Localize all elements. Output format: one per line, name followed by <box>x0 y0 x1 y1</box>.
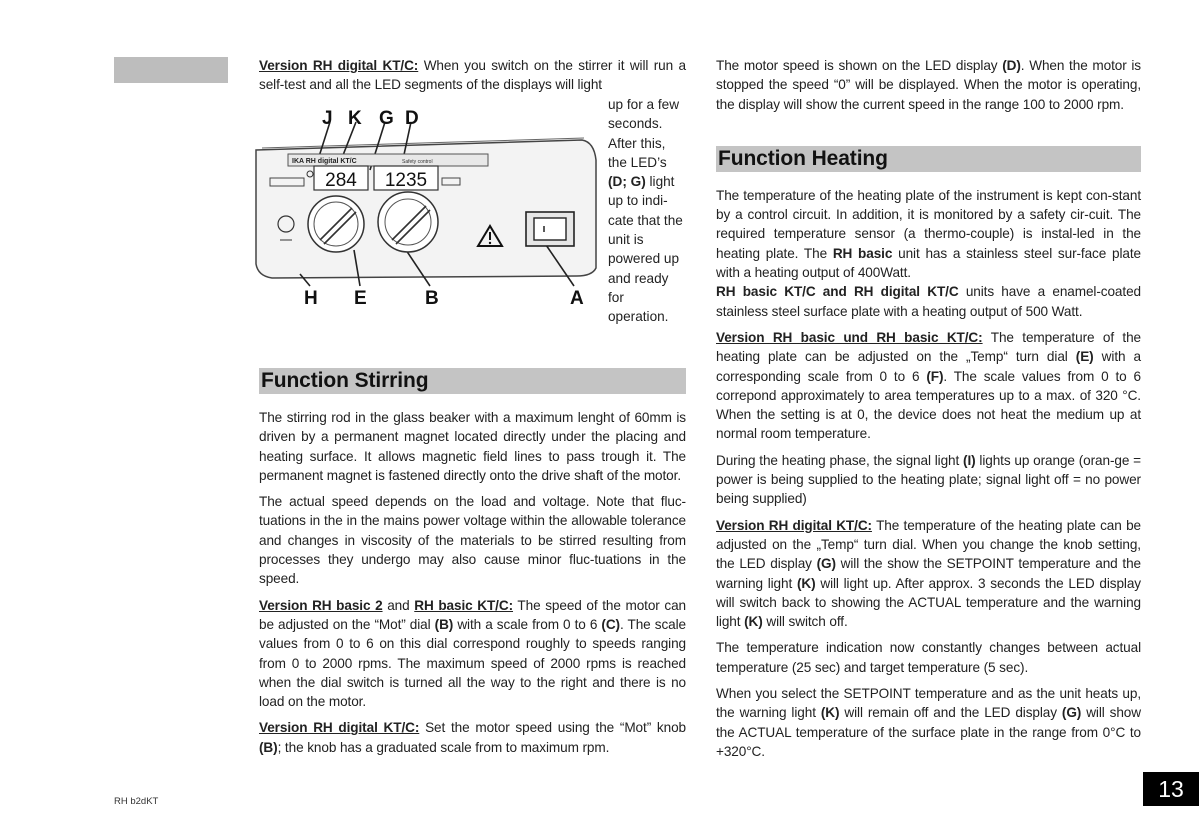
stirring-section <box>259 368 686 764</box>
version-label: Version RH digital KT/C: <box>716 517 872 533</box>
text-run: The temperature of the heating plate can be adjusted on the „Temp“ turn dial <box>716 329 1141 365</box>
text-run: will switch off. <box>762 614 848 630</box>
diagram-label-k: K <box>348 108 362 129</box>
device-front-panel-diagram <box>252 100 602 312</box>
intro-text: When you switch on the stirrer it will run a self-test and all the LED segments of the displays will light <box>259 58 686 93</box>
version-label: Version RH digital KT/C: <box>259 720 420 736</box>
page-number: 13 <box>1143 772 1199 806</box>
reference-letter: (F) <box>926 368 944 384</box>
heating-heading: Function Heating <box>716 146 1141 172</box>
diagram-label-a: A <box>570 288 584 309</box>
text-run: . The scale values from 0 to 6 correpond approximately to area temperatures up to a max. of 320 °C. When the setting is at 0, the device does not heat the medium up at normal room temperature. <box>716 368 1141 442</box>
heating-paragraph-2 <box>716 328 1141 444</box>
text-run: Set the motor speed using the “Mot” knob <box>419 720 686 736</box>
reference-letter: (C) <box>601 616 620 632</box>
text-run: will light up. After approx. 3 seconds the LED display will switch back to showing the ACTUAL temperature and the warning light <box>716 575 1141 630</box>
heating-paragraph-3 <box>716 451 1141 509</box>
text-run: During the heating phase, the signal light <box>716 452 964 468</box>
diagram-label-g: G <box>379 108 394 129</box>
reference-letter: RH basic KT/C and RH digital KT/C <box>716 284 959 300</box>
stirring-paragraph-3 <box>259 596 686 712</box>
text-run: The temperature of the heating plate can be adjusted on the „Temp“ turn dial. When you change the knob setting, the LED display <box>716 517 1141 572</box>
text-run: The speed of the motor can be adjusted on the “Mot” dial <box>259 597 686 632</box>
panel-small-text: Safety control <box>402 159 433 165</box>
text-run: The temperature of the heating plate of the instrument is kept con-stant by a control circuit. In addition, it is monitored by a safety cir-cuit. The required temperature sensor (a thermo-couple) is instal-led in the heating plate. The <box>716 187 1141 261</box>
version-label: Version RH basic 2 <box>259 597 383 613</box>
version-label: RH basic KT/C: <box>414 597 514 613</box>
margin-gray-bar <box>114 57 228 83</box>
text-run: up for a few seconds. After this, the LED’s <box>608 97 680 170</box>
heating-paragraph-5: The temperature indication now constantly changes between actual temperature (25 sec) and target temperature (5 sec). <box>716 640 1141 675</box>
temp-knob-icon <box>308 196 364 252</box>
text-run: . The scale values from 0 to 6 on this dial correspond roughly to speeds ranging from 0 to 2000 rpms. The maximum speed of 2000 rpms is reached when the dial switch is turned all the way to the right and there is no load on the motor. <box>259 616 686 710</box>
reference-letter: (I) <box>963 452 976 468</box>
speed-led-display: 284 <box>325 170 357 191</box>
panel-brand-text: IKA RH digital KT/C <box>292 158 357 165</box>
intro-side-text <box>608 95 688 327</box>
reference-letter: (G) <box>816 556 836 572</box>
stirring-heading: Function Stirring <box>259 368 686 394</box>
version-label: Version RH basic und RH basic KT/C: <box>716 329 983 345</box>
diagram-label-j: J <box>322 108 333 129</box>
text-run: ; the knob has a graduated scale from to maximum rpm. <box>277 739 610 755</box>
text-run: will the show the SETPOINT temperature and the warning light <box>716 556 1141 591</box>
intro-label: Version RH digital KT/C: <box>259 58 419 73</box>
reference-letter: (E) <box>1075 349 1094 365</box>
stirring-paragraph-1: The stirring rod in the glass beaker with a maximum lenght of 60mm is driven by a permanent magnet located directly under the placing and heating surface. It allows magnetic field lines to pass trough it. The permanent magnet is fastened directly onto the drive shaft of the motor. <box>259 410 686 483</box>
diagram-label-d: D <box>405 108 419 129</box>
document-code: RH b2dKT <box>114 796 159 807</box>
heating-paragraph-6 <box>716 684 1141 761</box>
text-run: units have a enamel-coated stainless steel surface plate with a heating output of 500 Watt. <box>716 284 1141 319</box>
diagram-label-h: H <box>304 288 318 309</box>
diagram-label-e: E <box>354 288 367 309</box>
reference-letter: (D) <box>1002 58 1021 73</box>
right-column <box>716 56 1141 768</box>
text-run: unit has a stainless steel sur-face plate with a heating output of 400Watt. <box>716 245 1141 281</box>
text-run: will remain off and the LED display <box>839 705 1062 721</box>
temp-led-display: 1235 <box>384 170 428 191</box>
text-run: light up to indi-cate that the unit is powered up and ready for operation. <box>608 174 683 325</box>
left-column <box>259 56 686 95</box>
reference-letter: (D; G) <box>608 174 646 190</box>
text-run: . When the motor is stopped the speed “0” will be displayed. When the motor is operating, the display will show the current speed in the range 100 to 2000 rpm. <box>716 58 1141 112</box>
reference-letter: (B) <box>259 739 278 755</box>
reference-letter: (K) <box>796 575 816 591</box>
intro-paragraph <box>259 56 686 95</box>
text-run: with a corresponding scale from 0 to 6 <box>716 349 1141 384</box>
stirring-paragraph-4 <box>259 718 686 757</box>
text-run: and <box>382 597 415 613</box>
text-run: with a scale from 0 to 6 <box>453 616 602 632</box>
reference-letter: (K) <box>744 614 763 630</box>
motor-speed-paragraph <box>716 56 1141 114</box>
text-run: lights up orange (oran-ge = power is being supplied to the heating plate; signal light off = no power being supplied) <box>716 452 1141 507</box>
heating-paragraph-4 <box>716 516 1141 632</box>
reference-letter: RH basic <box>832 245 893 261</box>
reference-letter: (G) <box>1061 705 1082 721</box>
text-run: will show the ACTUAL temperature of the surface plate in the range from 0°C to +320°C. <box>716 705 1141 759</box>
text-run: The motor speed is shown on the LED display <box>716 58 1003 73</box>
text-run: When you select the SETPOINT temperature and as the unit heats up, the warning light <box>716 686 1141 721</box>
reference-letter: (B) <box>434 616 454 632</box>
heating-paragraph-1 <box>716 186 1141 321</box>
reference-letter: (K) <box>820 705 840 721</box>
diagram-label-b: B <box>425 288 439 309</box>
stirring-paragraph-2: The actual speed depends on the load and voltage. Note that fluc-tuations in the in the mains power voltage within the allowable tolerance and changes in viscosity of the materials to be stirred resulting from processes they undergo may also cause minor fluc-tuations in the speed. <box>259 494 686 587</box>
motor-knob-icon <box>378 192 438 252</box>
power-switch-icon <box>526 212 574 246</box>
